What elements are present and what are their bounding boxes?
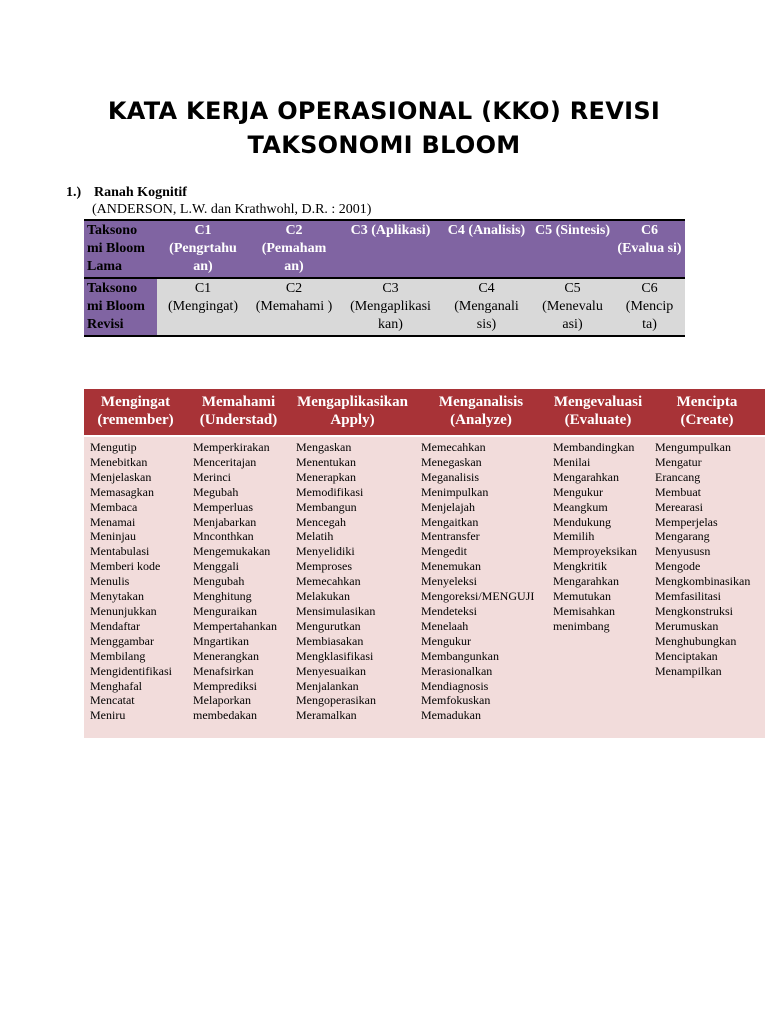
kko-verb: Mengaskan	[296, 440, 352, 454]
kko-verb: Menghafal	[90, 678, 142, 693]
kko-verb: Mengoreksi/MENGUJI	[421, 589, 535, 604]
kko-header: Mengaplikasikan Apply)	[290, 389, 415, 436]
kko-verb: Menceritajan	[193, 454, 257, 469]
kko-verb: Melakukan	[296, 589, 350, 604]
kko-verb: Menampilkan	[655, 663, 722, 678]
kko-verb: Memecahkan	[421, 440, 486, 454]
kko-column	[547, 436, 649, 738]
kko-verb: Mengurutkan	[296, 618, 361, 633]
bloom-lama-cell: C5 (Sintesis)	[531, 220, 614, 278]
kko-verb: Menjelajah	[421, 499, 475, 514]
kko-verb: Menamai	[90, 514, 136, 529]
kko-verb: Menimpulkan	[421, 484, 489, 499]
kko-verb: menimbang	[553, 618, 610, 633]
kko-verb: Mengumpulkan	[655, 440, 731, 454]
kko-verb: Menciptakan	[655, 648, 718, 663]
kko-verb: Mencatat	[90, 693, 135, 708]
kko-verb: Menemukan	[421, 559, 481, 574]
kko-verb: Mempertahankan	[193, 618, 277, 633]
kko-body-row	[84, 436, 765, 738]
bloom-lama-cell: C4 (Analisis)	[442, 220, 531, 278]
kko-verb: Erancang	[655, 469, 701, 484]
kko-verb: Menytakan	[90, 589, 144, 604]
kko-verb: Menyususn	[655, 544, 711, 559]
kko-verb: Meganalisis	[421, 469, 479, 484]
kko-verb: Melatih	[296, 529, 334, 544]
bloom-lama-cell: C6 (Evalua si)	[614, 220, 685, 278]
kko-verb: Mengarahkan	[553, 469, 619, 484]
kko-verb: Memodifikasi	[296, 484, 364, 499]
kko-verb: Menentukan	[296, 454, 356, 469]
kko-verb: Merearasi	[655, 499, 703, 514]
kko-verb: Memilih	[553, 529, 595, 544]
kko-verb: Membiasakan	[296, 633, 364, 648]
kko-verb: Memasagkan	[90, 484, 154, 499]
document-title	[40, 94, 728, 162]
kko-verb: Menjabarkan	[193, 514, 257, 529]
kko-verb: Memperkirakan	[193, 440, 270, 454]
kko-verb: Mendukung	[553, 514, 611, 529]
kko-verb: Memperluas	[193, 499, 253, 514]
kko-verb: Mengaitkan	[421, 514, 479, 529]
bloom-lama-cell: C1 (Pengrtahu an)	[157, 220, 249, 278]
kko-verb: Membangun	[296, 499, 357, 514]
kko-verb: Mengkonstruksi	[655, 603, 733, 618]
kko-header: Mengingat (remember)	[84, 389, 187, 436]
kko-verb: Membangunkan	[421, 648, 499, 663]
kko-verb: Mengoperasikan	[296, 693, 376, 708]
kko-verb: Membaca	[90, 499, 138, 514]
kko-verb: Menggambar	[90, 633, 154, 648]
kko-verb: Membuat	[655, 484, 701, 499]
kko-column	[415, 436, 547, 738]
kko-verb: Mengarang	[655, 529, 710, 544]
kko-verb: Mengkritik	[553, 559, 607, 574]
bloom-lama-row	[84, 220, 685, 278]
kko-verb: Menyesuaikan	[296, 663, 366, 678]
kko-verb: Mentransfer	[421, 529, 480, 544]
kko-verb: Menafsirkan	[193, 663, 254, 678]
kko-verb: Meangkum	[553, 499, 608, 514]
kko-verb: Mengutip	[90, 440, 137, 454]
kko-verb: Menyeleksi	[421, 574, 477, 589]
kko-verb: Mendeteksi	[421, 603, 477, 618]
kko-verb: Menghitung	[193, 589, 252, 604]
kko-verb: Membandingkan	[553, 440, 635, 454]
kko-verb: Mengkombinasikan	[655, 574, 751, 589]
kko-verb: Mendiagnosis	[421, 678, 489, 693]
kko-column	[649, 436, 765, 738]
kko-verb: Meniru	[90, 708, 126, 723]
kko-verb: Mengemukakan	[193, 544, 271, 559]
bloom-lama-head: Taksono mi Bloom Lama	[84, 220, 157, 278]
kko-verb: Menunjukkan	[90, 603, 157, 618]
kko-header: Mengevaluasi (Evaluate)	[547, 389, 649, 436]
title-line-1: KATA KERJA OPERASIONAL (KKO) REVISI	[107, 97, 661, 125]
kko-verb: Memutukan	[553, 589, 611, 604]
bloom-revisi-cell: C3 (Mengaplikasi kan)	[339, 278, 442, 336]
kko-verb: Memfokuskan	[421, 693, 491, 708]
kko-verb: Mengidentifikasi	[90, 663, 172, 678]
kko-header: Mencipta (Create)	[649, 389, 765, 436]
kko-verb: Menelaah	[421, 618, 469, 633]
source-citation: (ANDERSON, L.W. dan Krathwohl, D.R. : 2001)	[92, 202, 372, 217]
kko-header: Menganalisis (Analyze)	[415, 389, 547, 436]
kko-verb: Mengode	[655, 559, 701, 574]
bloom-revisi-head: Taksono mi Bloom Revisi	[84, 278, 157, 336]
kko-verb: Mngartikan	[193, 633, 249, 648]
kko-verb: Memberi kode	[90, 559, 161, 574]
kko-verb: Mentabulasi	[90, 544, 150, 559]
title-line-2: TAKSONOMI BLOOM	[247, 131, 521, 159]
kko-header-row	[84, 389, 765, 436]
kko-verb: membedakan	[193, 708, 257, 723]
kko-verb: Memadukan	[421, 708, 481, 723]
kko-verb: Mengatur	[655, 454, 702, 469]
kko-verb: Memproyeksikan	[553, 544, 637, 559]
kko-verb: Mengarahkan	[553, 574, 619, 589]
kko-verb: Mengukur	[553, 484, 603, 499]
kko-verb: Memprediksi	[193, 678, 257, 693]
kko-verb: Mendaftar	[90, 618, 140, 633]
section-heading	[66, 185, 187, 201]
kko-verb: Mnconthkan	[193, 529, 254, 544]
bloom-revisi-cell: C1 (Mengingat)	[157, 278, 249, 336]
kko-header: Memahami (Understad)	[187, 389, 290, 436]
kko-verb: Mengklasifikasi	[296, 648, 374, 663]
kko-verb: Merinci	[193, 469, 231, 484]
bloom-revisi-cell: C5 (Menevalu asi)	[531, 278, 614, 336]
kko-verb: Memfasilitasi	[655, 589, 721, 604]
bloom-comparison-table	[84, 219, 685, 337]
kko-verb: Menilai	[553, 454, 591, 469]
bloom-lama-cell: C3 (Aplikasi)	[339, 220, 442, 278]
kko-verb: Menebitkan	[90, 454, 148, 469]
bloom-lama-cell: C2 (Pemaham an)	[249, 220, 339, 278]
kko-verb: Menegaskan	[421, 454, 482, 469]
bloom-revisi-cell: C2 (Memahami )	[249, 278, 339, 336]
kko-verb: Memperjelas	[655, 514, 718, 529]
kko-verb: Menjelaskan	[90, 469, 152, 484]
kko-verb: Menerapkan	[296, 469, 356, 484]
kko-verb: Mensimulasikan	[296, 603, 376, 618]
kko-verb: Menghubungkan	[655, 633, 737, 648]
kko-verb: Menggali	[193, 559, 239, 574]
kko-verb: Menulis	[90, 574, 130, 589]
kko-verb: Melaporkan	[193, 693, 251, 708]
kko-verb: Mengedit	[421, 544, 467, 559]
kko-column	[290, 436, 415, 738]
kko-verb: Meninjau	[90, 529, 136, 544]
kko-verb: Meramalkan	[296, 708, 357, 723]
kko-table	[84, 389, 765, 738]
kko-verb: Merumuskan	[655, 618, 719, 633]
bloom-revisi-cell: C4 (Menganali sis)	[442, 278, 531, 336]
kko-verb: Menyelidiki	[296, 544, 355, 559]
section-number: 1.)	[66, 185, 82, 200]
kko-verb: Menguraikan	[193, 603, 257, 618]
kko-verb: Merasionalkan	[421, 663, 493, 678]
kko-verb: Menerangkan	[193, 648, 259, 663]
kko-verb: Memisahkan	[553, 603, 615, 618]
kko-verb: Mengubah	[193, 574, 245, 589]
kko-column	[187, 436, 290, 738]
bloom-revisi-cell: C6 (Mencip ta)	[614, 278, 685, 336]
kko-verb: Mengukur	[421, 633, 471, 648]
kko-verb: Membilang	[90, 648, 146, 663]
kko-verb: Memecahkan	[296, 574, 361, 589]
kko-column	[84, 436, 187, 738]
kko-verb: Mencegah	[296, 514, 346, 529]
kko-verb: Megubah	[193, 484, 239, 499]
bloom-revisi-row	[84, 278, 685, 336]
section-label: Ranah Kognitif	[94, 185, 187, 200]
kko-verb: Menjalankan	[296, 678, 359, 693]
kko-verb: Memproses	[296, 559, 352, 574]
